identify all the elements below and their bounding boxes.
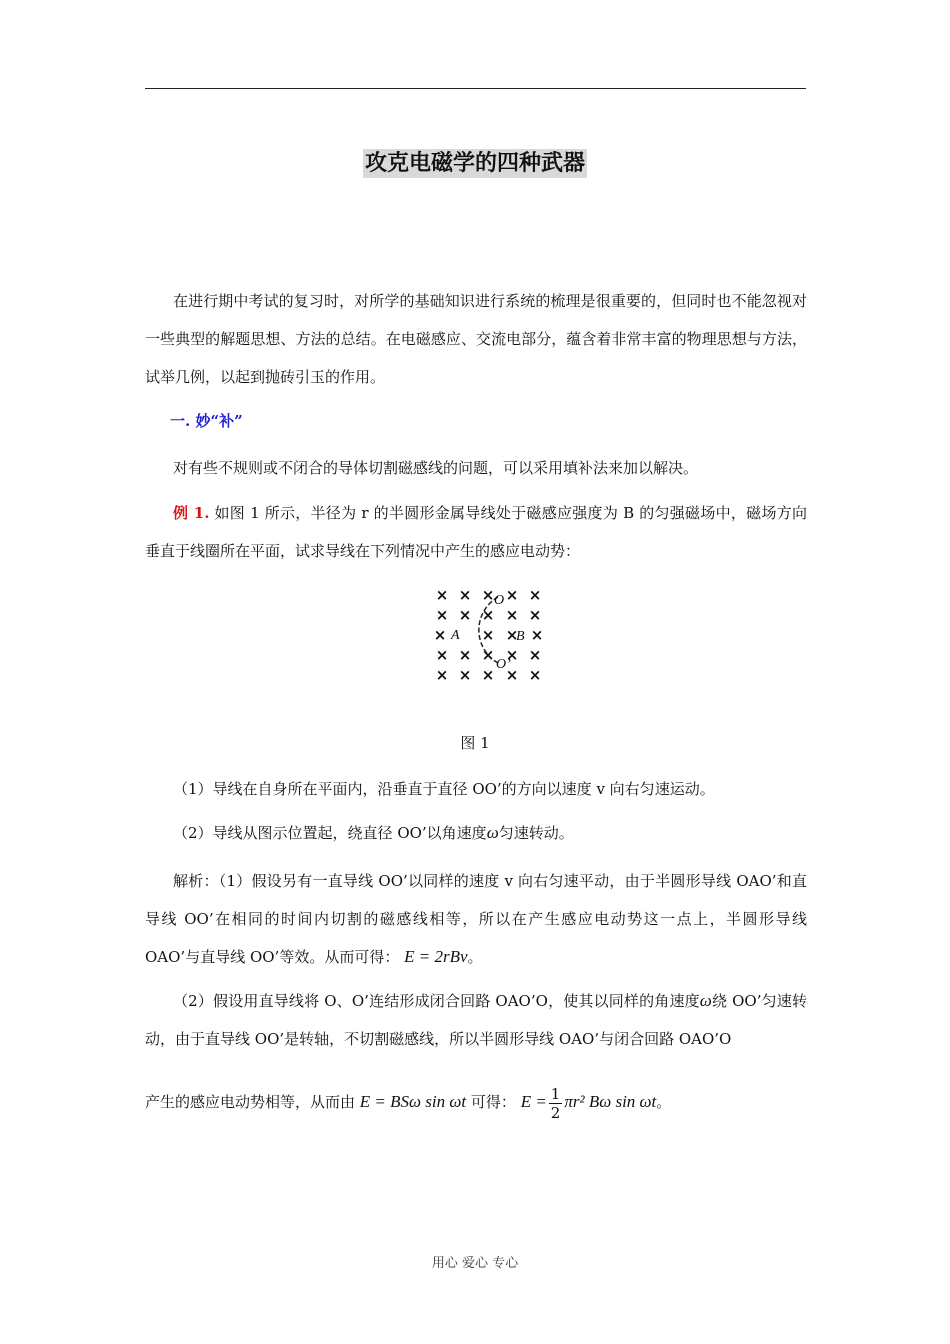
svg-text:×: ×: [528, 606, 542, 624]
solution-part-1: [145, 862, 807, 976]
example1-text: 如图 1 所示，半径为 r 的半圆形金属导线处于磁感应强度为 B 的匀强磁场中，磁场方向垂直于线圈所在平面，试求导线在下列情况中产生的感应电动势：: [145, 504, 807, 560]
fraction-denominator: 2: [550, 1103, 561, 1122]
svg-text:×: ×: [458, 586, 472, 604]
svg-text:×: ×: [481, 626, 495, 644]
svg-text:×: ×: [505, 626, 519, 644]
svg-text:×: ×: [435, 666, 449, 684]
svg-text:×: ×: [528, 586, 542, 604]
question-1: （1）导线在自身所在平面内，沿垂直于直径 OO’的方向以速度 v 向右匀速运动。: [173, 780, 715, 798]
solution-2-pre: （2）假设用直导线将 O、O’连结形成闭合回路 OAO’O，使其以同样的角速度: [173, 992, 700, 1010]
solution-2-text: 绕 OO’匀速转动，由于直导线 OO’是转轴，不切割磁感线，所以半圆形导线 OAO’与闭合回路 OAO’O: [145, 992, 807, 1048]
fraction-one-half: [549, 1085, 563, 1122]
formula-e-lhs: E =: [520, 1092, 547, 1111]
label-o-prime: O’: [496, 657, 511, 672]
solution-1-end: 。: [467, 948, 483, 966]
solution-3-mid: 可得：: [470, 1093, 516, 1111]
omega-symbol-2: ω: [699, 991, 712, 1010]
formula-e-rhs: πr² Bω sin ωt: [564, 1092, 657, 1111]
intro-paragraph: 在进行期中考试的复习时，对所学的基础知识进行系统的梳理是很重要的，但同时也不能忽视对一些典型的解题思想、方法的总结。在电磁感应、交流电部分，蕴含着非常丰富的物理思想与方法，试举几例，以起到抛砖引玉的作用。: [145, 292, 807, 386]
section1-heading: 一. 妙“补”: [170, 412, 243, 430]
question-2-pre: （2）导线从图示位置起，绕直径 OO’以角速度: [173, 824, 487, 842]
svg-text:×: ×: [481, 666, 495, 684]
formula-e-bsomega: E = BSω sin ωt: [359, 1092, 467, 1111]
header-rule: [145, 88, 806, 89]
fraction-numerator: 1: [550, 1084, 561, 1103]
solution-part-3: [145, 1082, 807, 1122]
svg-text:×: ×: [505, 606, 519, 624]
svg-text:×: ×: [505, 646, 519, 664]
question-2-post: 匀速转动。: [498, 824, 574, 842]
figure-1-caption: 图 1: [460, 734, 490, 752]
solution-1-text: 解析：（1）假设另有一直导线 OO’以同样的速度 v 向右匀速平动，由于半圆形导线 OAO’和直导线 OO’在相同的时间内切割的磁感线相等，所以在产生感应电动势这一点上，半圆形导线 OAO’与直导线 OO’等效。从而可得：: [145, 872, 807, 966]
section1-text: 对有些不规则或不闭合的导体切割磁感线的问题，可以采用填补法来加以解决。: [173, 459, 699, 477]
svg-text:×: ×: [458, 606, 472, 624]
formula-e-2rbv: E = 2rBv: [404, 947, 468, 966]
question-2: [145, 814, 807, 852]
svg-text:×: ×: [435, 646, 449, 664]
solution-3-end: 。: [656, 1093, 672, 1111]
example1-paragraph: [145, 494, 807, 570]
svg-text:×: ×: [458, 666, 472, 684]
label-a: A: [451, 628, 460, 643]
svg-text:×: ×: [458, 646, 472, 664]
svg-text:×: ×: [481, 646, 495, 664]
svg-text:×: ×: [481, 606, 495, 624]
svg-text:×: ×: [435, 606, 449, 624]
svg-text:×: ×: [481, 586, 495, 604]
label-b: B: [516, 629, 525, 644]
page-title: [0, 146, 950, 177]
svg-text:×: ×: [530, 626, 544, 644]
svg-text:×: ×: [435, 586, 449, 604]
solution-part-2: [145, 982, 807, 1058]
svg-text:×: ×: [433, 626, 447, 644]
figure-1-magnetic-field: [432, 583, 547, 693]
svg-text:×: ×: [528, 666, 542, 684]
label-o: O: [494, 593, 505, 608]
solution-3-pre: 产生的感应电动势相等，从而由: [145, 1093, 356, 1111]
page-footer: 用心 爱心 专心: [431, 1256, 519, 1271]
omega-symbol: ω: [486, 823, 499, 842]
svg-text:×: ×: [505, 666, 519, 684]
svg-text:×: ×: [528, 646, 542, 664]
svg-text:×: ×: [505, 586, 519, 604]
example1-label: 例 1.: [173, 504, 210, 522]
title-text: 攻克电磁学的四种武器: [364, 151, 585, 176]
